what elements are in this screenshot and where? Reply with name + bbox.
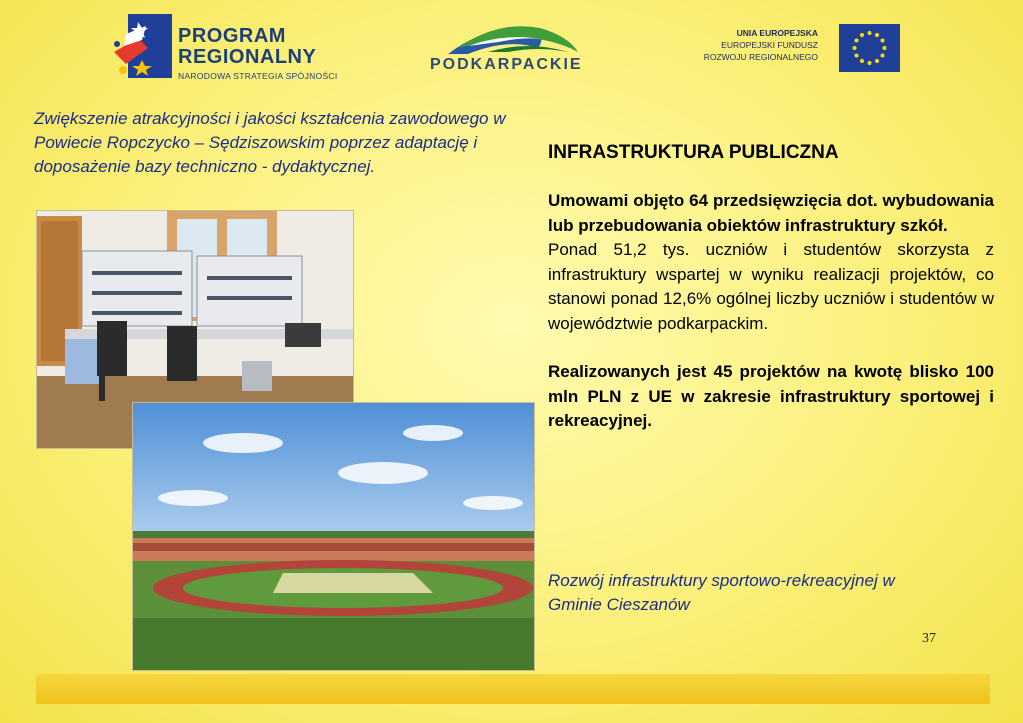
program-regionalny-logo	[112, 12, 352, 82]
paragraph-sports: Realizowanych jest 45 projektów na kwotę blisko 100 mln PLN z UE w zakresie infrastruktury sportowej i rekreacyjnej.	[548, 362, 994, 430]
program-regionalny-text	[178, 26, 338, 81]
infrastructure-section	[548, 140, 994, 434]
podkarpackie-icon	[428, 18, 593, 58]
footer-bar	[36, 674, 990, 704]
eu-text	[704, 27, 818, 63]
lab-caption: Zwiększenie atrakcyjności i jakości kształcenia zawodowego w Powiecie Ropczycko – Sędziszowskim poprzez adaptację i doposażenie bazy techniczno - dydaktycznej.	[34, 109, 506, 176]
podkarpackie-text: PODKARPACKIE	[430, 56, 583, 73]
eu-logo	[695, 24, 900, 74]
eu-line2: EUROPEJSKI FUNDUSZ	[721, 40, 818, 50]
stadium-caption: Rozwój infrastruktury sportowo-rekreacyjnej w Gminie Cieszanów	[548, 571, 895, 614]
regionalny-label: REGIONALNY	[178, 46, 317, 68]
podkarpackie-logo	[428, 18, 593, 78]
program-label: PROGRAM	[178, 25, 286, 47]
stadium-photo-illustration	[133, 403, 534, 670]
eu-flag-icon	[839, 24, 900, 72]
paragraph-schools: Umowami objęto 64 przedsięwzięcia dot. wybudowania lub przebudowania obiektów infrastruktury szkół.	[548, 191, 994, 235]
section-heading: INFRASTRUKTURA PUBLICZNA	[548, 142, 839, 163]
program-regionalny-icon	[112, 12, 174, 84]
eu-line3: ROZWOJU REGIONALNEGO	[703, 52, 818, 62]
paragraph-students: Ponad 51,2 tys. uczniów i studentów skorzysta z infrastruktury wspartej w wyniku realizacji projektów, co stanowi ponad 12,6% ogólnej liczby uczniów i studentów w województwie podkarpackim.	[548, 240, 994, 333]
page-number: 37	[922, 631, 936, 646]
strategy-label: NARODOWA STRATEGIA SPÓJNOŚCI	[178, 71, 338, 81]
stadium-photo	[132, 402, 535, 671]
eu-line1: UNIA EUROPEJSKA	[736, 28, 818, 38]
